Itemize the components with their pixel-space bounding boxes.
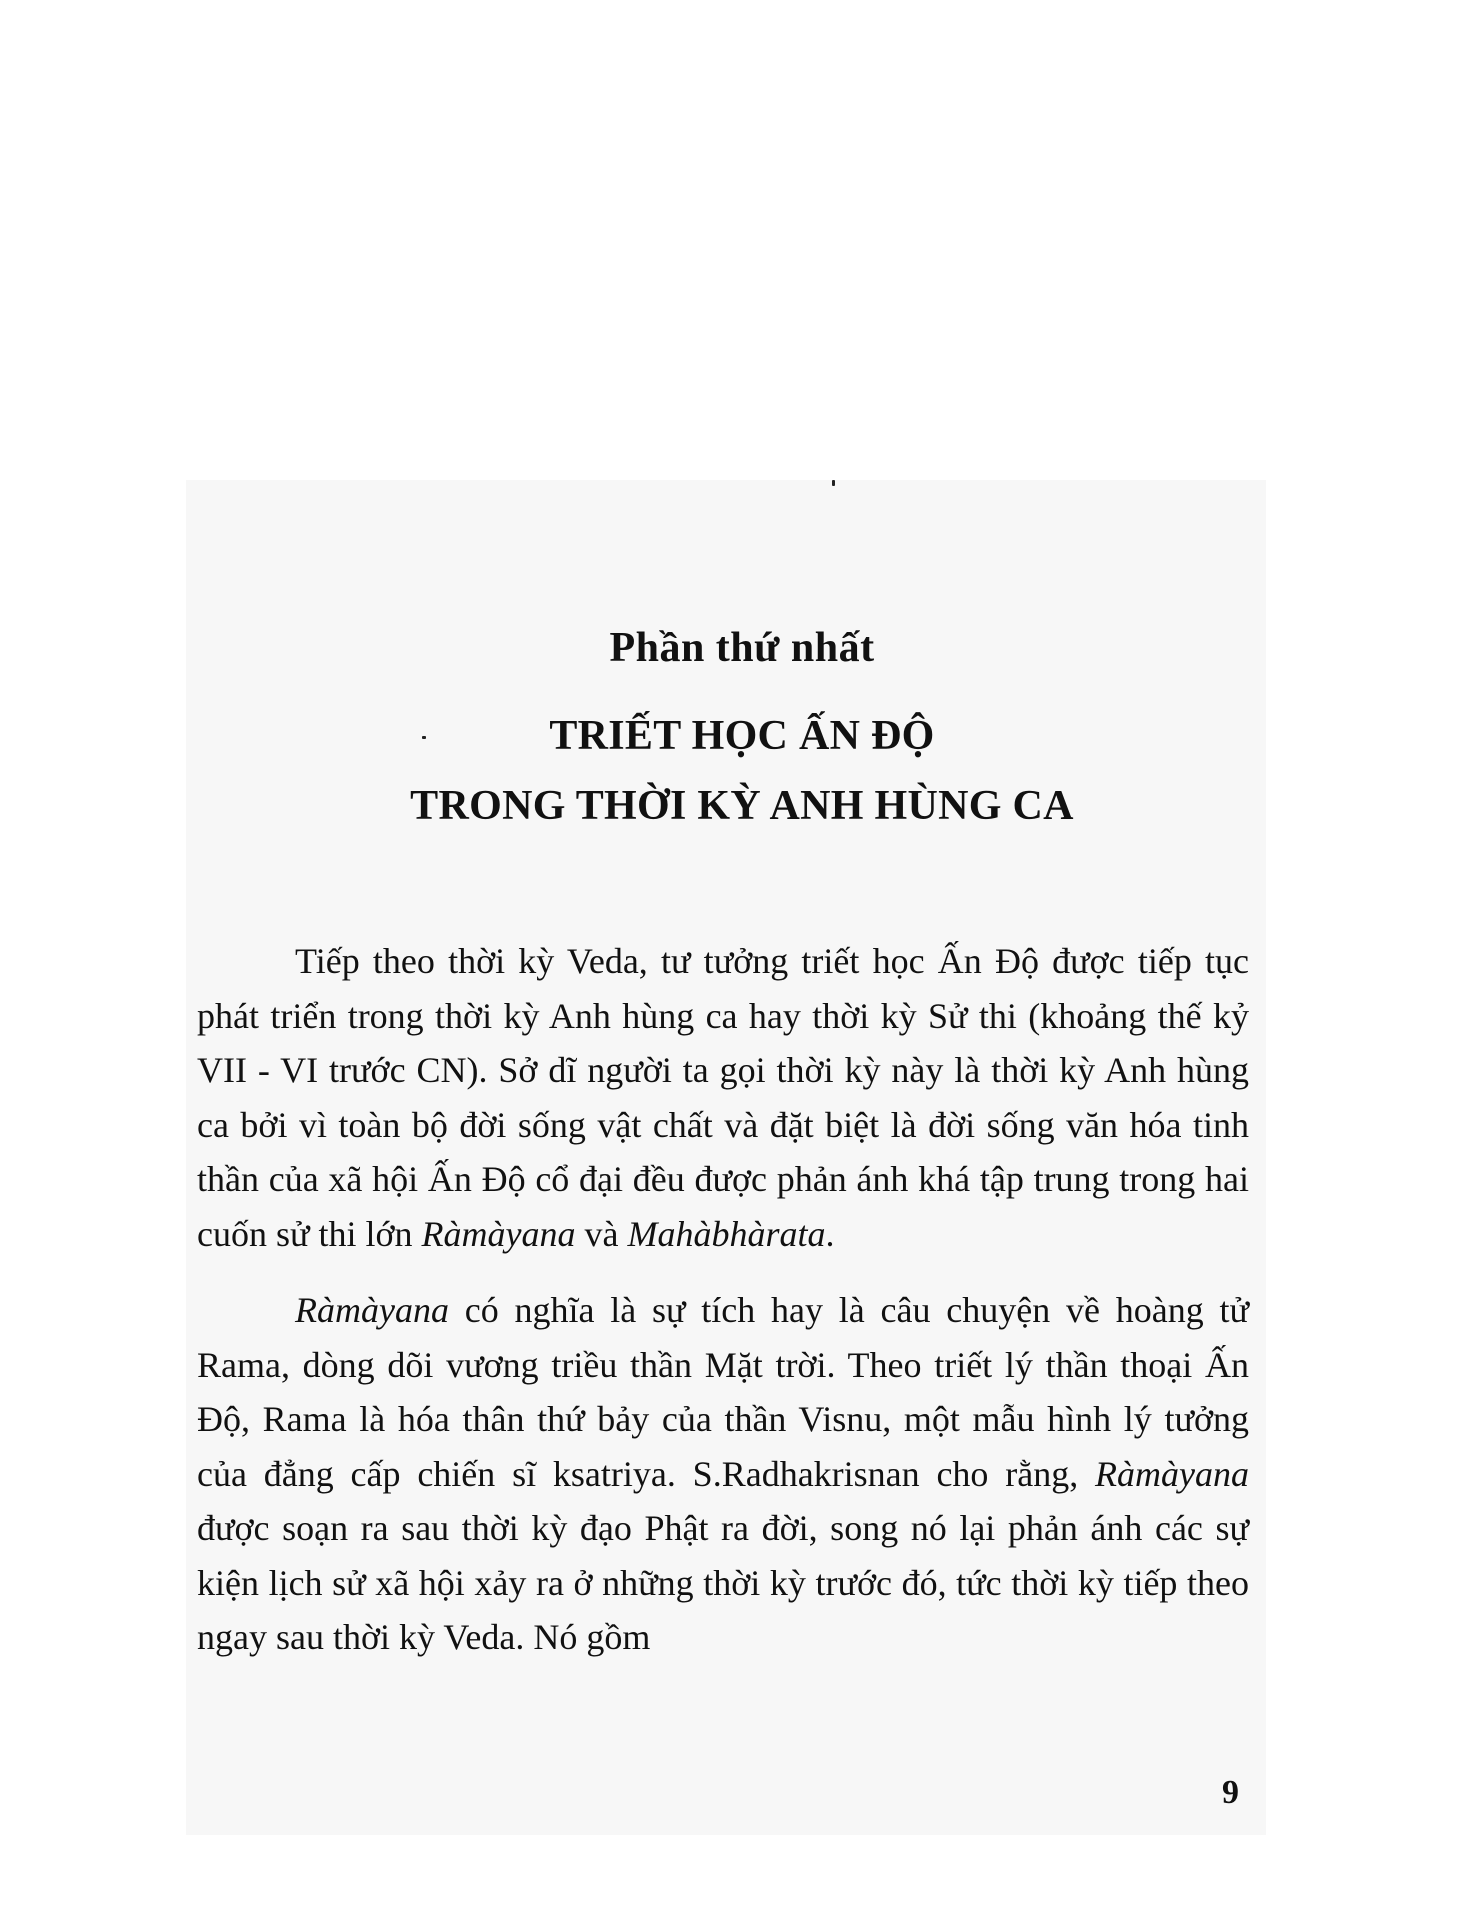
book-title: Ràmàyana	[295, 1290, 449, 1330]
paragraph-text: .	[825, 1213, 835, 1254]
scan-speck	[832, 480, 835, 486]
paragraph-1	[197, 934, 1249, 1261]
paragraph-text: Tiếp theo thời kỳ Veda, tư tưởng triết học Ấn Độ được tiếp tục phát triển trong thời kỳ Anh hùng ca hay thời kỳ Sử thi (khoảng thế kỷ VII - VI trước CN). Sở dĩ người ta gọi thời kỳ này là thời kỳ Anh hùng ca bởi vì toàn bộ đời sống vật chất và đặt biệt là đời sống văn hóa tinh thần của xã hội Ấn Độ cổ đại đều được phản ánh khá tập trung trong hai cuốn sử thi lớn	[197, 941, 1249, 1254]
part-title: Phần thứ nhất	[609, 625, 875, 671]
paragraph-2	[197, 1283, 1249, 1665]
chapter-title-line-2: TRONG THỜI KỲ ANH HÙNG CA	[410, 783, 1074, 829]
paragraph-text: được soạn ra sau thời kỳ đạo Phật ra đời, song nó lại phản ánh các sự kiện lịch sử xã hội xảy ra ở những thời kỳ trước đó, tức thời kỳ tiếp theo ngay sau thời kỳ Veda. Nó gồm	[197, 1508, 1249, 1657]
page-number: 9	[1222, 1774, 1239, 1811]
book-title: Ràmàyana	[1095, 1453, 1249, 1494]
paragraph-text: và	[575, 1213, 628, 1254]
chapter-title-line-1: TRIẾT HỌC ẤN ĐỘ	[549, 713, 935, 759]
book-title: Mahàbhàrata	[627, 1213, 826, 1254]
body-text	[197, 934, 1249, 1665]
paragraph-text: có nghĩa là sự tích hay là câu chuyện về hoàng tử Rama, dòng dõi vương triều thần Mặt trời. Theo triết lý thần thoại Ấn Độ, Rama là hóa thân thứ bảy của thần Visnu, một mẫu hình lý tưởng của đẳng cấp chiến sĩ ksatriya. S.Radhakrisnan cho rằng,	[197, 1290, 1249, 1494]
book-title: Ràmàyana	[421, 1213, 576, 1254]
